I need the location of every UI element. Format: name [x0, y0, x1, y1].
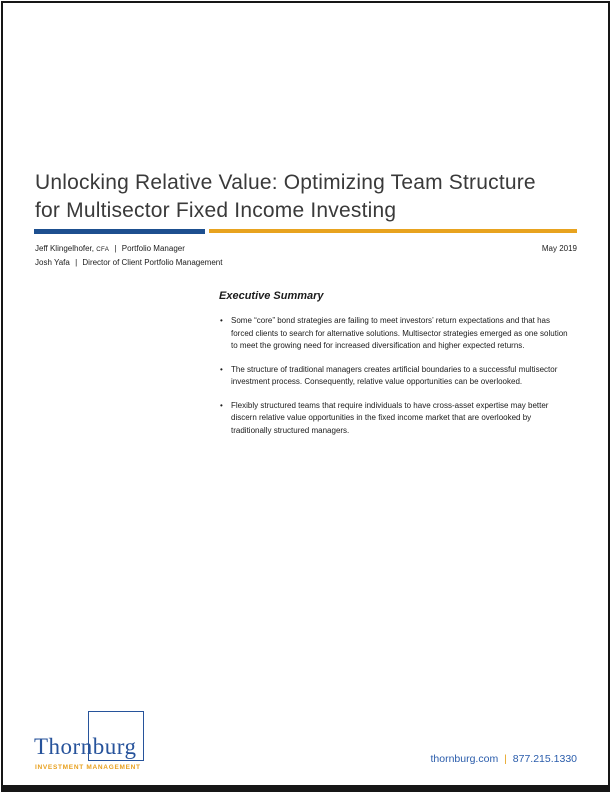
author1-role: Portfolio Manager [121, 244, 185, 253]
byline [35, 243, 222, 269]
logo-wordmark [34, 735, 136, 758]
divider-rule-gold [209, 229, 577, 233]
summary-bullet-3: • Flexibly structured teams that require individuals to have cross-asset expertise may better discern relative value opportunities in the fixed income market that are overlooked by traditionally structured managers. [219, 400, 569, 438]
author1-name: Jeff Klingelhofer, [35, 244, 95, 253]
page-title-line2: for Multisector Fixed Income Investing [35, 199, 397, 222]
page-title-line1: Unlocking Relative Value: Optimizing Team Structure [35, 171, 536, 194]
byline-author2 [35, 257, 222, 270]
byline-author1 [35, 243, 222, 257]
executive-summary-section [219, 290, 575, 448]
author2-separator: | [75, 257, 78, 267]
executive-summary-heading: Executive Summary [219, 290, 324, 302]
author2-name: Josh Yafa [35, 257, 70, 267]
logo-wordmark-part2: burg [92, 734, 137, 759]
footer-contact [430, 753, 577, 765]
author1-credential: CFA [96, 246, 110, 253]
footer-website: thornburg.com [430, 753, 499, 765]
summary-bullet-1: • Some “core” bond strategies are failing to meet investors’ return expectations and that has forced clients to search for alternative solutions. Multisector strategies emerged as one solution to meet the growing need for increased diversification and higher expected returns. [219, 315, 569, 353]
summary-bullet-2: • The structure of traditional managers creates artificial boundaries to a successful multisector investment process. Consequently, relative value opportunities can be overlooked. [219, 364, 569, 389]
footer-phone: 877.215.1330 [512, 753, 577, 765]
executive-summary-list [219, 315, 569, 437]
logo-wordmark-part1: Thorn [34, 734, 93, 759]
page-title [35, 169, 595, 225]
divider-rule-blue [34, 229, 205, 234]
publication-date: May 2019 [541, 244, 577, 253]
logo-tagline: INVESTMENT MANAGEMENT [35, 764, 141, 771]
author2-role: Director of Client Portfolio Management [82, 257, 223, 267]
footer-separator: | [504, 753, 507, 765]
author1-separator: | [114, 244, 117, 253]
